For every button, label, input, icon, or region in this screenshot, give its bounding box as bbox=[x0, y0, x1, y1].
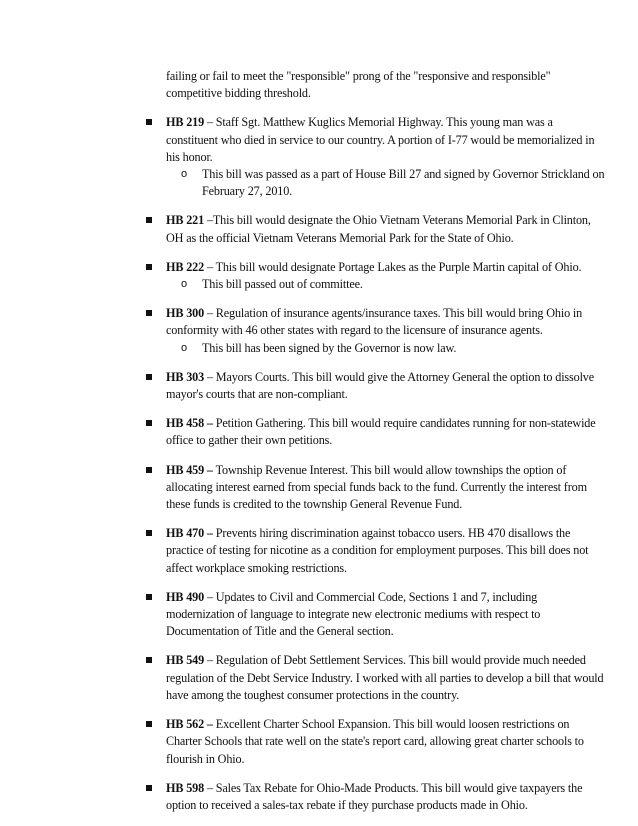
bill-number: HB 459 – bbox=[166, 462, 213, 477]
list-item-hb-219 bbox=[166, 114, 606, 200]
sub-item bbox=[181, 166, 606, 200]
sub-item-text: This bill has been signed by the Governor is now law. bbox=[202, 340, 457, 355]
list-item-hb-303 bbox=[166, 369, 606, 403]
bill-description: – Updates to Civil and Commercial Code, Sections 1 and 7, including modernization of language to integrate new electronic mediums with respect to Documentation of Title and the General section. bbox=[166, 589, 541, 639]
square-bullet-icon bbox=[146, 785, 152, 791]
intro-paragraph: failing or fail to meet the "responsible" prong of the "responsive and responsible" competitive bidding threshold. bbox=[166, 69, 551, 101]
circle-bullet-icon: o bbox=[181, 341, 187, 354]
bill-number: HB 490 bbox=[166, 589, 205, 604]
list-item-hb-549 bbox=[166, 652, 606, 704]
circle-bullet-icon: o bbox=[181, 168, 187, 181]
bill-description: – Regulation of Debt Settlement Services. This bill would provide much needed regulation of the Debt Service Industry. I worked with all parties to develop a bill that would have among the toughest consumer protections in the country. bbox=[166, 653, 604, 702]
square-bullet-icon bbox=[146, 594, 152, 600]
square-bullet-icon bbox=[146, 467, 152, 473]
bill-description: – This bill would designate Portage Lakes as the Purple Martin capital of Ohio. bbox=[204, 259, 582, 274]
list-item-hb-458 bbox=[166, 415, 606, 449]
bill-description: Petition Gathering. This bill would require candidates running for non-statewide office to gather their own petitions. bbox=[166, 416, 596, 448]
bill-number: HB 222 bbox=[166, 259, 205, 274]
list-item-hb-221 bbox=[166, 212, 606, 246]
sub-item-text: This bill passed out of committee. bbox=[202, 277, 363, 292]
bill-number: HB 219 bbox=[166, 115, 205, 130]
bill-number: HB 303 bbox=[166, 369, 205, 384]
square-bullet-icon bbox=[146, 420, 152, 426]
list-item-hb-562 bbox=[166, 716, 606, 768]
square-bullet-icon bbox=[146, 374, 152, 380]
bill-description: – Mayors Courts. This bill would give the Attorney General the option to dissolve mayor's courts that are non-compliant. bbox=[166, 369, 595, 402]
bill-number: HB 549 bbox=[166, 653, 205, 668]
bill-description: Excellent Charter School Expansion. This bill would loosen restrictions on Charter Schools that rate well on the state's report card, allowing great charter schools to flourish in Ohio. bbox=[166, 717, 584, 766]
list-item-hb-222 bbox=[166, 259, 606, 293]
square-bullet-icon bbox=[146, 721, 152, 727]
square-bullet-icon bbox=[146, 657, 152, 663]
square-bullet-icon bbox=[146, 530, 152, 536]
square-bullet-icon bbox=[146, 217, 152, 223]
bill-number: HB 470 – bbox=[166, 526, 213, 541]
bill-description: –This bill would designate the Ohio Vietnam Veterans Memorial Park in Clinton, OH as the official Vietnam Veterans Memorial Park for the State of Ohio. bbox=[166, 213, 591, 245]
square-bullet-icon bbox=[146, 119, 152, 125]
list-item-hb-470 bbox=[166, 525, 606, 577]
sub-item-text: This bill was passed as a part of House Bill 27 and signed by Governor Strickland on February 27, 2010. bbox=[202, 167, 605, 199]
bill-list bbox=[0, 68, 638, 814]
bill-number: HB 598 bbox=[166, 780, 205, 795]
bill-number: HB 562 – bbox=[166, 717, 213, 732]
sub-item bbox=[181, 340, 606, 357]
circle-bullet-icon: o bbox=[181, 278, 187, 291]
square-bullet-icon bbox=[146, 264, 152, 270]
bill-number: HB 221 bbox=[166, 213, 205, 228]
bill-description: Township Revenue Interest. This bill would allow townships the option of allocating interest earned from special funds back to the fund. Currently the interest from these funds is credited to the township General Revenue Fund. bbox=[166, 462, 587, 512]
bill-description: – Staff Sgt. Matthew Kuglics Memorial Highway. This young man was a constituent who died in service to our country. A portion of I-77 would be memorialized in his honor. bbox=[166, 115, 595, 164]
list-item-hb-459 bbox=[166, 462, 606, 514]
bill-description: Prevents hiring discrimination against tobacco users. HB 470 disallows the practice of testing for nicotine as a condition for employment purposes. This bill does not affect workplace smoking restrictions. bbox=[166, 526, 589, 575]
list-item-hb-300 bbox=[166, 305, 606, 357]
list-item-hb-598 bbox=[166, 780, 606, 814]
square-bullet-icon bbox=[146, 310, 152, 316]
bill-description: – Regulation of insurance agents/insurance taxes. This bill would bring Ohio in conformity with 46 other states with regard to the licensure of insurance agents. bbox=[166, 306, 583, 338]
sub-item bbox=[181, 276, 606, 293]
bill-description: – Sales Tax Rebate for Ohio-Made Products. This bill would give taxpayers the option to received a sales-tax rebate if they purchase products made in Ohio. bbox=[166, 780, 583, 812]
bill-number: HB 300 bbox=[166, 306, 205, 321]
bill-number: HB 458 – bbox=[166, 416, 213, 431]
list-item-hb-490 bbox=[166, 589, 606, 641]
